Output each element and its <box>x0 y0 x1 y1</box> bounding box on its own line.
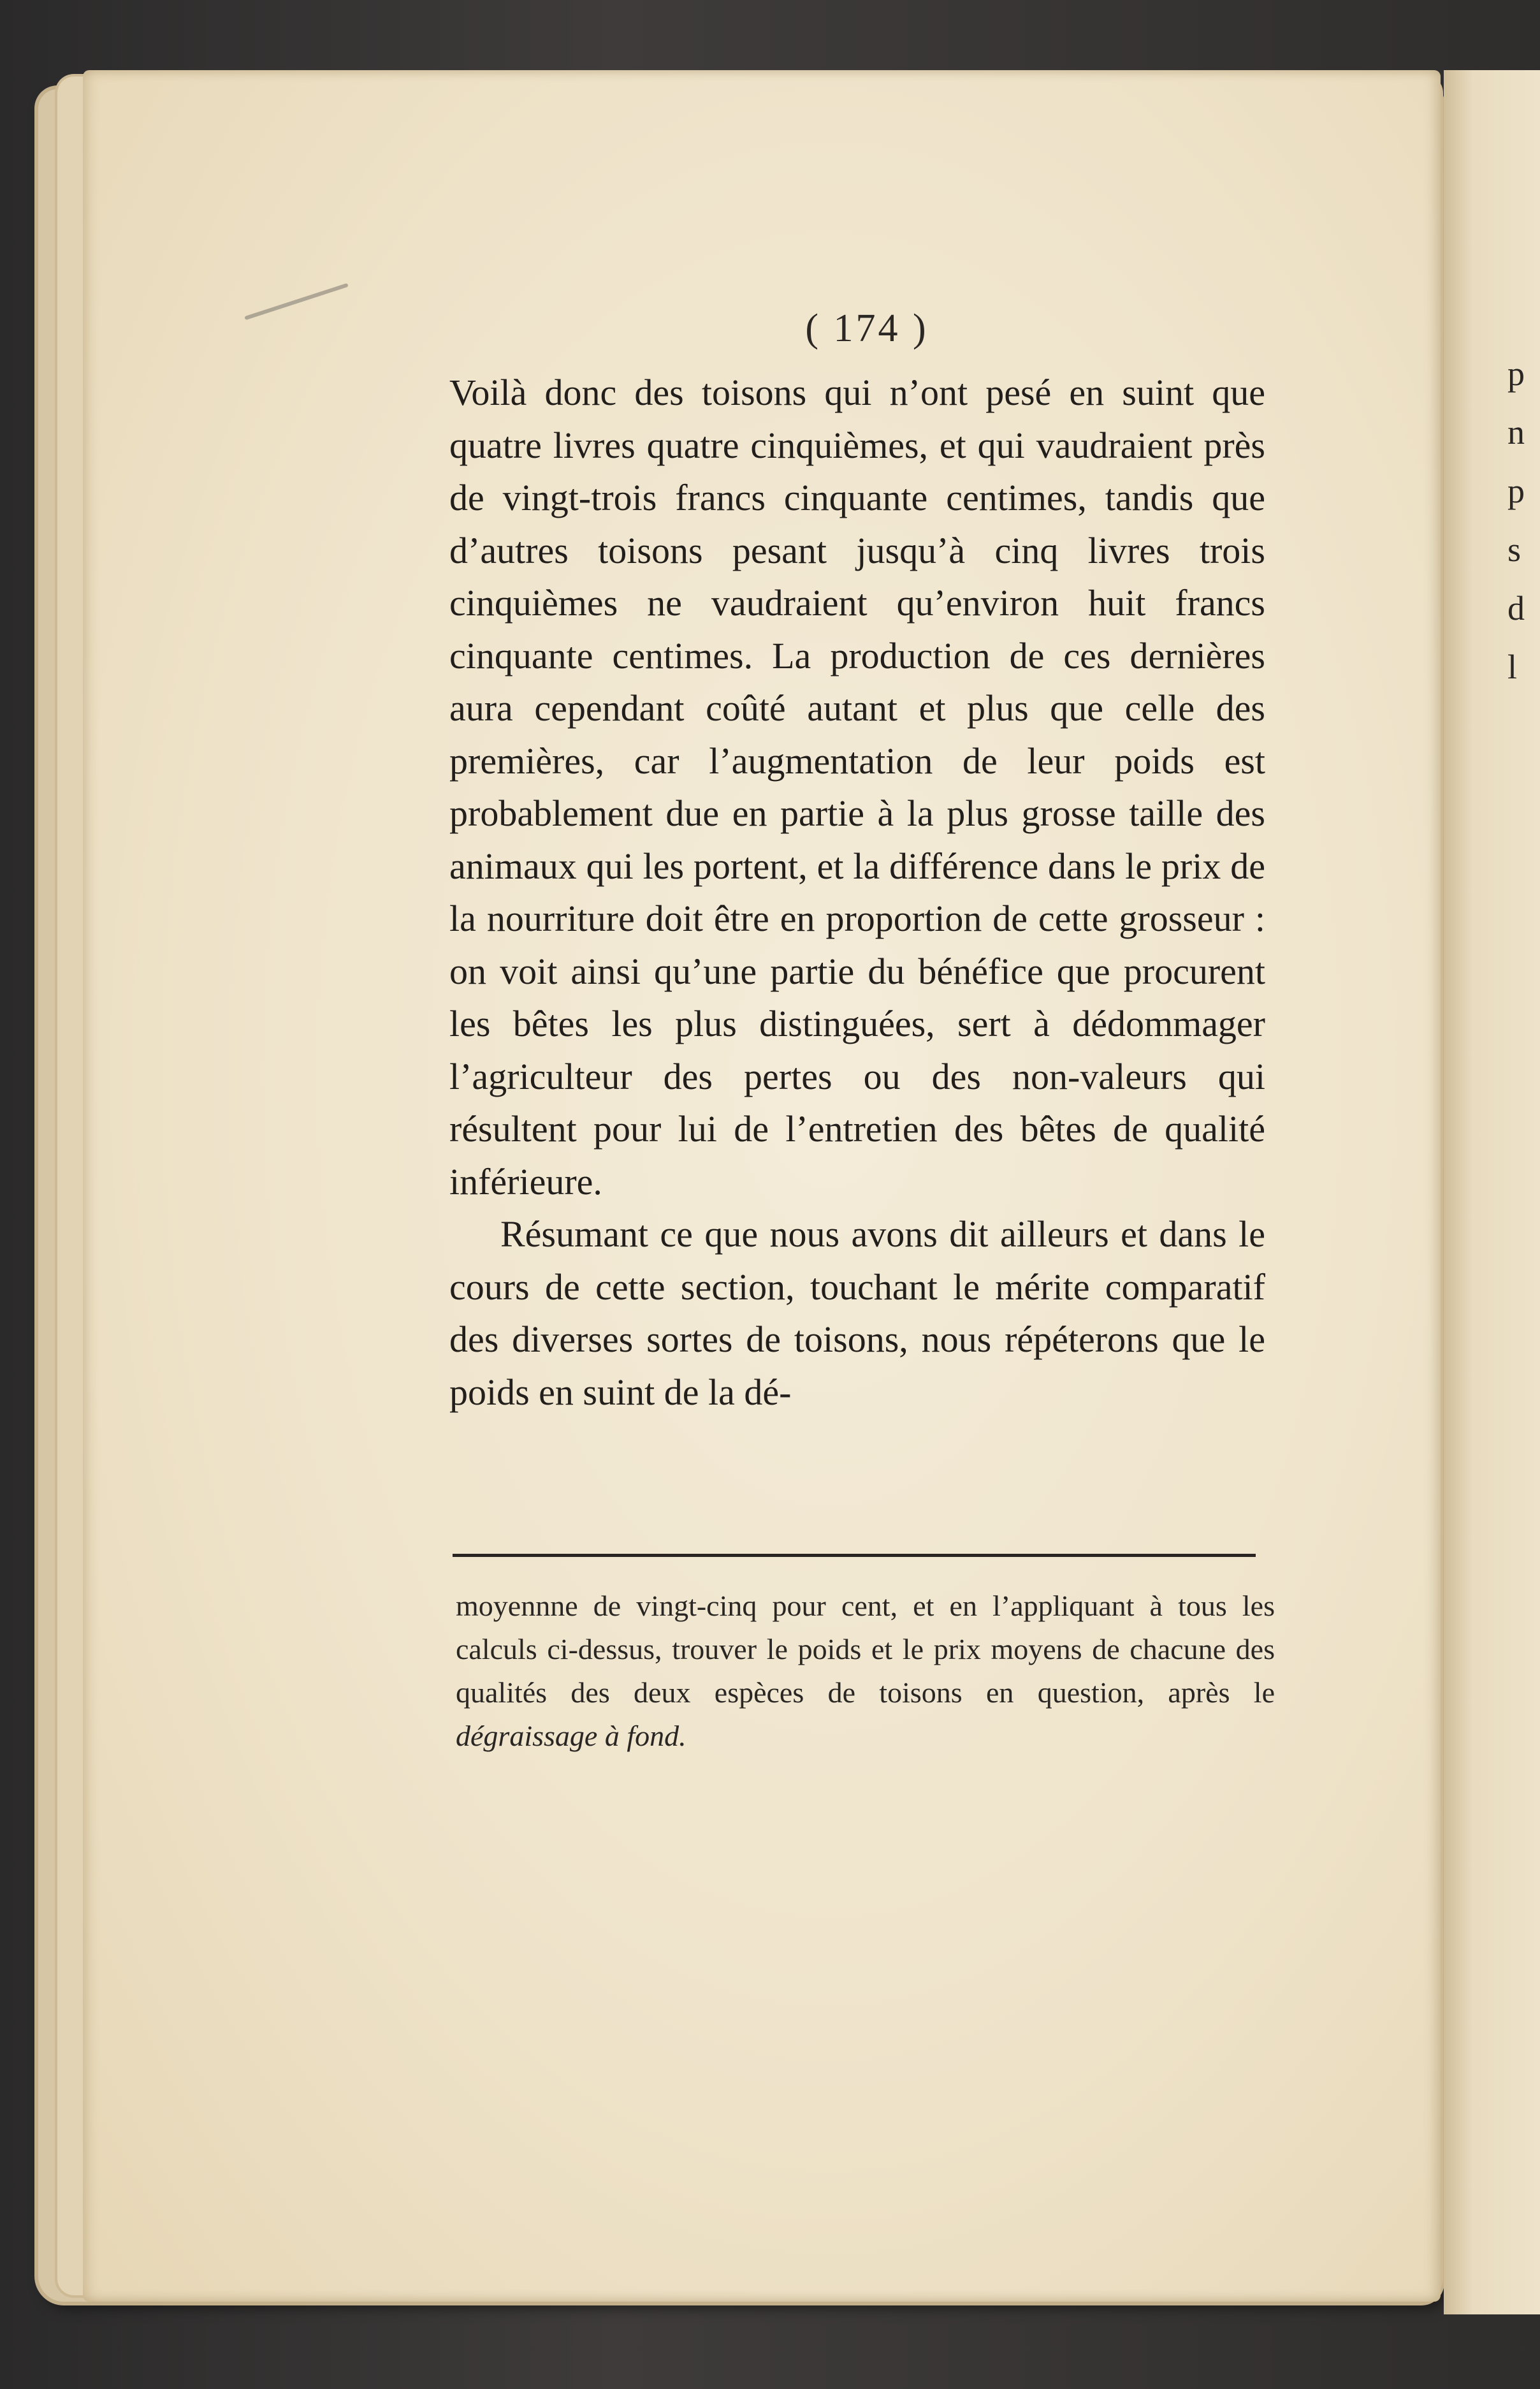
footnote-rule <box>453 1554 1256 1557</box>
paragraph-2: Résumant ce que nous avons dit ailleurs et dans le cours de cette section, touchant le mérite comparatif des diverses sortes de toisons, nous répéterons que le poids en suint de la dé- <box>449 1213 1265 1413</box>
body-text <box>449 367 1265 1419</box>
footnote-italic: dégraissage à fond. <box>456 1720 686 1752</box>
page-number: ( 174 ) <box>805 307 929 350</box>
footnote-text: moyennne de vingt-cinq pour cent, et en l’appliquant à tous les calculs ci-dessus, trouver le poids et le prix moyens de chacune des qualités des deux espèces de toisons en question, après le <box>456 1589 1275 1709</box>
paragraph-1: Voilà donc des toisons qui n’ont pesé en suint que quatre livres quatre cinquièmes, et qui vaudraient près de vingt-trois francs cinquante centimes, tandis que d’autres toisons pesant jusqu’à cinq livres trois cinquièmes ne vaudraient qu’environ huit francs cinquante centimes. La production de ces dernières aura cependant coûté autant et plus que celle des premières, car l’augmentation de leur poids est probablement due en partie à la plus grosse taille des animaux qui les portent, et la différence dans le prix de la nourriture doit être en proportion de cette grosseur : on voit ainsi qu’une partie du bénéfice que procurent les bêtes les plus distinguées, sert à dédommager l’agriculteur des pertes ou des non-valeurs qui résultent pour lui de l’entretien des bêtes de qualité inférieure. <box>449 372 1265 1202</box>
facing-page-text: p n p s d l <box>1507 354 1525 686</box>
facing-page <box>1444 70 1540 2314</box>
footnote <box>456 1584 1275 1758</box>
